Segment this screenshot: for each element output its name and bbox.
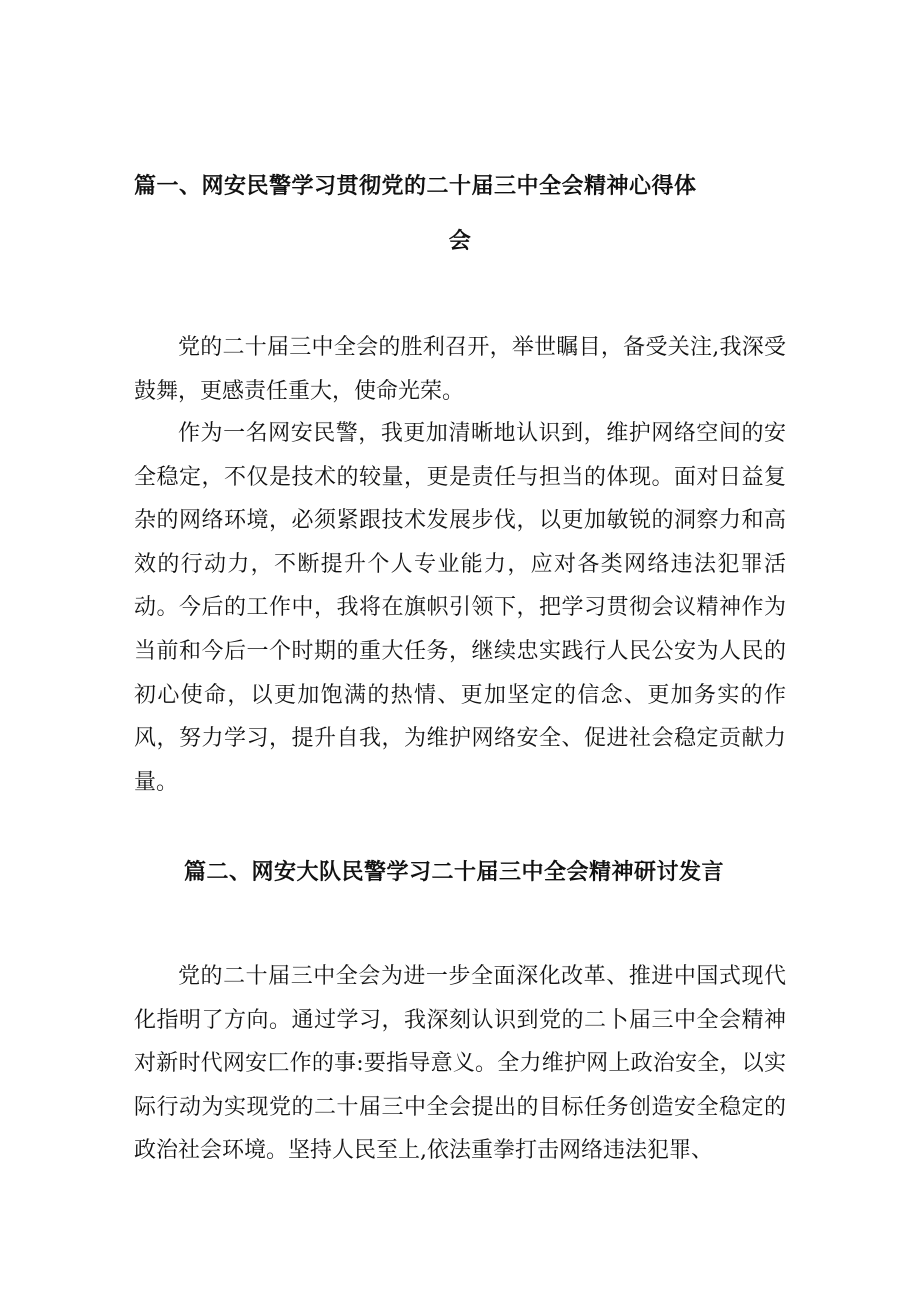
section-2-paragraph-1: 党的二十届三中全会为进一步全面深化改革、推进中国式现代化指明了方向。通过学习，我深刻认识到党的二卜届三中全会精神对新时代网安匚作的事:要指导意义。全力维护网上政治安全，以实际行动为实现党的二十届三中全会提出的目标任务创造安全稳定的政治社会环境。坚持人民至上,依法重拳打击网络违法犯罪、 <box>134 964 786 1164</box>
section-2-title: 篇二、网安大队民警学习二十届三中全会精神研讨发言 <box>184 859 725 885</box>
section-1-title-continuation: 会 <box>448 228 472 254</box>
section-1-paragraph-2: 作为一名网安民警，我更加清晰地认识到，维护网络空间的安全稳定，不仅是技术的较量，更是责任与担当的体现。面对日益复杂的网络环境，必须紧跟技术发展步伐，以更加敏锐的洞察力和高效的行动力，不断提升个人专业能力，应对各类网络违法犯罪活动。今后的工作中，我将在旗帜引领下，把学习贯彻会议精神作为当前和今后一个时期的重大任务，继续忠实践行人民公安为人民的初心使命，以更加饱满的热情、更加坚定的信念、更加务实的作风，努力学习，提升自我，为维护网络安全、促进社会稳定贡献力量。 <box>134 421 786 795</box>
section-1-title: 篇一、网安民警学习贯彻党的二十届三中全会精神心得体 <box>134 173 697 199</box>
section-1-paragraph-1: 党的二十届三中全会的胜利召开，举世瞩目，备受关注,我深受鼓舞，更感责任重大，使命光荣。 <box>134 335 786 404</box>
